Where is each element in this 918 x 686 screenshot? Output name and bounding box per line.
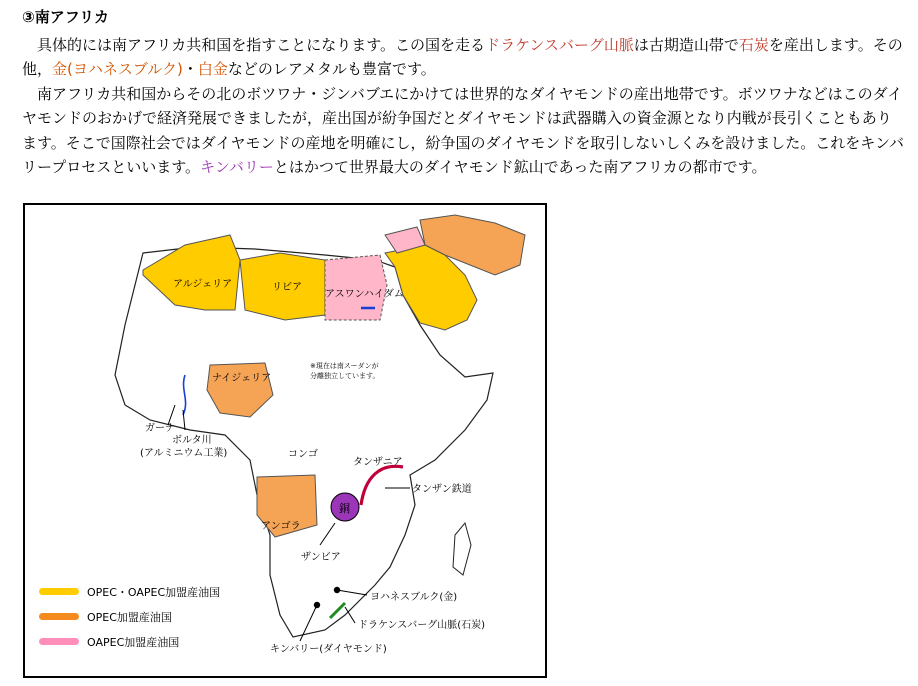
label-aswan-dam: アスワンハイダム: [325, 289, 404, 300]
legend-swatch-opec: [39, 613, 79, 620]
label-algeria: アルジェリア: [173, 279, 233, 290]
legend-swatch-oapec: [39, 638, 79, 645]
label-nigeria: ナイジェリア: [212, 373, 272, 384]
label-tanzam-railway: タンザン鉄道: [412, 484, 472, 495]
label-libya: リビア: [272, 282, 302, 293]
label-tanzania: タンザニア: [353, 457, 403, 468]
highlight-platinum: 白金: [197, 60, 228, 79]
highlight-gold: 金(ヨハネスブルク): [52, 60, 183, 79]
label-kimberley: キンバリー(ダイヤモンド): [270, 644, 387, 655]
map-svg: [25, 205, 545, 676]
egypt-region: [325, 255, 387, 320]
paragraph-1: 具体的には南アフリカ共和国を指すことになります。この国を走るドラケンスバーグ山脈は古期造山帯で石炭を産出します。その他，金(ヨハネスブルク)・白金などのレアメタルも豊富です。: [22, 36, 903, 79]
madagascar: [453, 523, 471, 575]
label-volta-aluminium: (アルミニウム工業): [140, 448, 228, 459]
label-volta-river: ボルタ川: [172, 435, 212, 446]
africa-map: [23, 203, 547, 678]
label-zambia: ザンビア: [301, 552, 341, 563]
legend-label-opec-oapec: OPEC・OAPEC加盟産油国: [87, 586, 221, 599]
legend-label-opec: OPEC加盟産油国: [87, 611, 172, 624]
body-text: [22, 33, 906, 179]
label-ghana: ガーナ: [145, 423, 175, 434]
paragraph-2: 南アフリカ共和国からその北のボツワナ・ジンバブエにかけては世界的なダイヤモンドの産出地帯です。ボツワナなどはこのダイヤモンドのおかげで経済発展できましたが，産出国が紛争国だとダイヤモンドは武器購入の資金源となり内戦が長引くこともあります。そこで国際社会ではダイヤモンドの産地を明確にし，紛争国のダイヤモンドを取引しないしくみを設けました。これをキンバリープロセスといいます。キンバリーとはかつて世界最大のダイヤモンド鉱山であった南アフリカの都市です。: [22, 84, 905, 177]
copper-label: 銅: [339, 502, 350, 515]
label-sudan-note-1: ※現在は南スーダンが: [310, 362, 379, 370]
label-sudan-note-2: 分離独立しています。: [310, 372, 380, 380]
label-drakensberg: ドラケンスバーグ山脈(石炭): [358, 620, 486, 631]
highlight-kimberley: キンバリー: [200, 158, 274, 177]
highlight-drakensberg: ドラケンスバーグ山脈: [485, 36, 634, 54]
label-congo: コンゴ: [288, 449, 318, 460]
legend-label-oapec: OAPEC加盟産油国: [87, 636, 180, 649]
highlight-coal: 石炭: [738, 36, 769, 54]
label-angola: アンゴラ: [261, 521, 301, 532]
legend-swatch-opec-oapec: [39, 588, 79, 595]
section-heading: ③南アフリカ: [22, 8, 109, 26]
label-johannesburg: ヨハネスブルク(金): [370, 592, 458, 603]
